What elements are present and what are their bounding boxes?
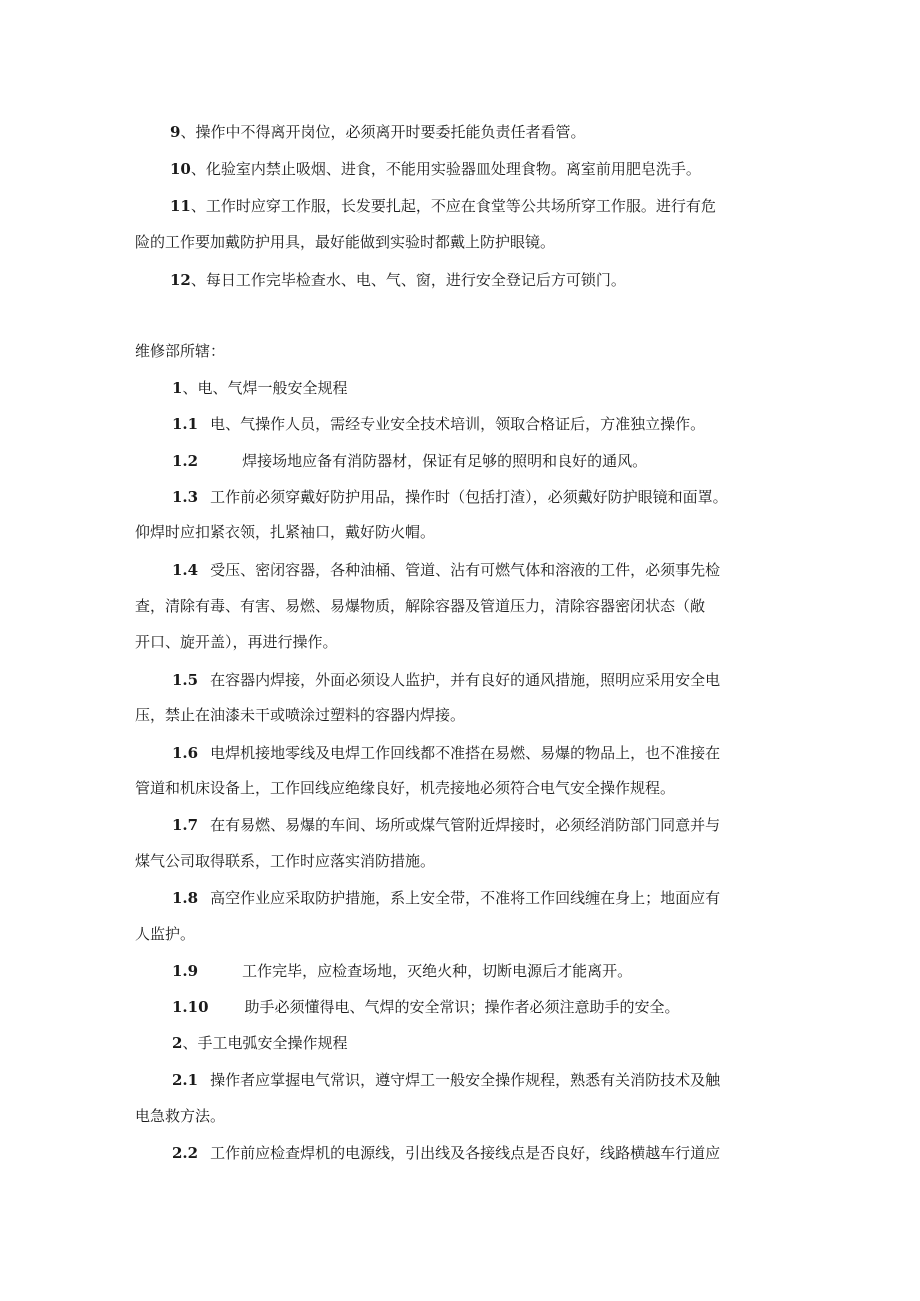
clause-text: 管道和机床设备上，工作回线应绝缘良好，机壳接地必须符合电气安全操作规程。 — [135, 779, 676, 797]
clause-1-6 — [172, 743, 720, 763]
clause-number: 1.3 — [172, 488, 199, 506]
clause-number: 1.4 — [172, 561, 199, 579]
clause-1-3-cont — [135, 522, 435, 542]
item-12 — [170, 270, 626, 290]
clause-1-3 — [172, 487, 728, 507]
clause-text: 助手必须懂得电、气焊的安全常识；操作者必须注意助手的安全。 — [244, 998, 680, 1016]
heading-text: 、手工电弧安全操作规程 — [182, 1034, 348, 1052]
clause-text: 工作完毕，应检查场地，灭绝火种，切断电源后才能离开。 — [242, 962, 633, 980]
clause-1-6-cont — [135, 778, 675, 798]
clause-text: 开口、旋开盖），再进行操作。 — [135, 633, 338, 651]
clause-1-4 — [172, 560, 720, 580]
clause-1-9 — [172, 961, 632, 981]
heading-1 — [172, 378, 347, 398]
clause-text: 焊接场地应备有消防器材，保证有足够的照明和良好的通风。 — [242, 452, 648, 470]
clause-text: 人监护。 — [135, 925, 196, 943]
clause-text: 在容器内焊接，外面必须设人监护，并有良好的通风措施，照明应采用安全电 — [210, 671, 721, 689]
item-number: 12 — [170, 271, 191, 289]
clause-number: 1.8 — [172, 889, 199, 907]
clause-number: 2.2 — [172, 1144, 199, 1162]
clause-2-1-cont — [135, 1106, 225, 1126]
clause-text: 查，清除有毒、有害、易燃、易爆物质，解除容器及管道压力，清除容器密闭状态（敞 — [135, 597, 706, 615]
clause-number: 1.7 — [172, 816, 199, 834]
clause-number: 2.1 — [172, 1071, 199, 1089]
clause-text: 煤气公司取得联系，工作时应落实消防措施。 — [135, 852, 436, 870]
clause-1-5-cont — [135, 705, 465, 725]
item-number: 11 — [170, 197, 191, 215]
item-number: 9 — [170, 123, 181, 141]
clause-1-5 — [172, 670, 720, 690]
clause-text: 工作前应检查焊机的电源线，引出线及各接线点是否良好，线路横越车行道应 — [210, 1144, 721, 1162]
heading-text: 、电、气焊一般安全规程 — [182, 379, 348, 397]
item-9 — [170, 122, 585, 142]
item-text: 险的工作要加戴防护用具，最好能做到实验时都戴上防护眼镜。 — [135, 233, 556, 251]
clause-1-7 — [172, 815, 720, 835]
item-11 — [170, 196, 716, 216]
clause-number: 1.2 — [172, 452, 199, 470]
clause-text: 电焊机接地零线及电焊工作回线都不准搭在易燃、易爆的物品上，也不准接在 — [210, 744, 721, 762]
clause-number: 1.5 — [172, 671, 199, 689]
item-number: 10 — [170, 160, 191, 178]
clause-1-10 — [172, 997, 680, 1017]
item-text: 、化验室内禁止吸烟、进食，不能用实验器皿处理食物。离室前用肥皂洗手。 — [190, 160, 701, 178]
clause-number: 1.6 — [172, 744, 199, 762]
clause-text: 电、气操作人员，需经专业安全技术培训，领取合格证后，方准独立操作。 — [210, 415, 706, 433]
heading-2 — [172, 1033, 347, 1053]
clause-1-4-cont — [135, 596, 705, 616]
clause-number: 1.10 — [172, 998, 209, 1016]
clause-1-7-cont — [135, 851, 435, 871]
clause-2-1 — [172, 1070, 720, 1090]
heading-number: 1 — [172, 379, 183, 397]
heading-number: 2 — [172, 1034, 183, 1052]
clause-text: 工作前必须穿戴好防护用品，操作时（包括打渣），必须戴好防护眼镜和面罩。 — [210, 488, 728, 506]
clause-text: 电急救方法。 — [135, 1107, 226, 1125]
item-text: 、每日工作完毕检查水、电、气、窗，进行安全登记后方可锁门。 — [190, 271, 626, 289]
clause-1-4-cont2 — [135, 632, 338, 652]
clause-1-8-cont — [135, 924, 195, 944]
clause-1-8 — [172, 888, 720, 908]
item-10 — [170, 159, 701, 179]
item-11-cont — [135, 232, 555, 252]
clause-text: 压，禁止在油漆未干或喷涂过塑料的容器内焊接。 — [135, 706, 466, 724]
section-heading: 维修部所辖： — [135, 342, 226, 360]
clause-text: 仰焊时应扣紧衣领，扎紧袖口，戴好防火帽。 — [135, 523, 436, 541]
clause-1-2 — [172, 451, 647, 471]
clause-text: 受压、密闭容器，各种油桶、管道、沾有可燃气体和溶液的工件，必须事先检 — [210, 561, 721, 579]
clause-text: 在有易燃、易爆的车间、场所或煤气管附近焊接时，必须经消防部门同意并与 — [210, 816, 721, 834]
clause-number: 1.9 — [172, 962, 199, 980]
item-text: 、工作时应穿工作服，长发要扎起，不应在食堂等公共场所穿工作服。进行有危 — [190, 197, 716, 215]
clause-2-2 — [172, 1143, 720, 1163]
clause-text: 操作者应掌握电气常识，遵守焊工一般安全操作规程，熟悉有关消防技术及触 — [210, 1071, 721, 1089]
clause-1-1 — [172, 414, 705, 434]
clause-text: 高空作业应采取防护措施，系上安全带，不准将工作回线缠在身上；地面应有 — [210, 889, 721, 907]
clause-number: 1.1 — [172, 415, 199, 433]
item-text: 、操作中不得离开岗位，必须离开时要委托能负责任者看管。 — [180, 123, 586, 141]
